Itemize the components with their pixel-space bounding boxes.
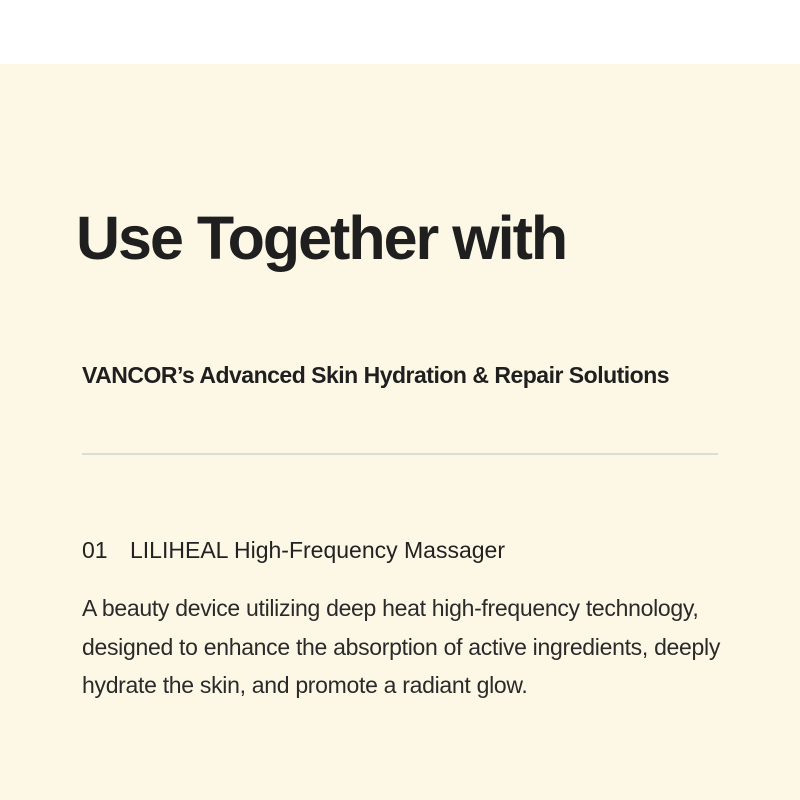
product-item-description: A beauty device utilizing deep heat high-frequency technology, designed to enhance the absorption of active ingredients, deeply hydrate the skin, and promote a radiant glow.	[82, 595, 721, 698]
section-headline: Use Together with	[76, 204, 567, 272]
product-item-title: LILIHEAL High-Frequency Massager	[130, 537, 505, 563]
section-divider	[82, 453, 718, 455]
product-item-number: 01	[82, 537, 108, 563]
top-strip	[0, 0, 800, 64]
product-item-heading	[82, 535, 505, 565]
section-subtitle: VANCOR’s Advanced Skin Hydration & Repair Solutions	[82, 362, 670, 388]
